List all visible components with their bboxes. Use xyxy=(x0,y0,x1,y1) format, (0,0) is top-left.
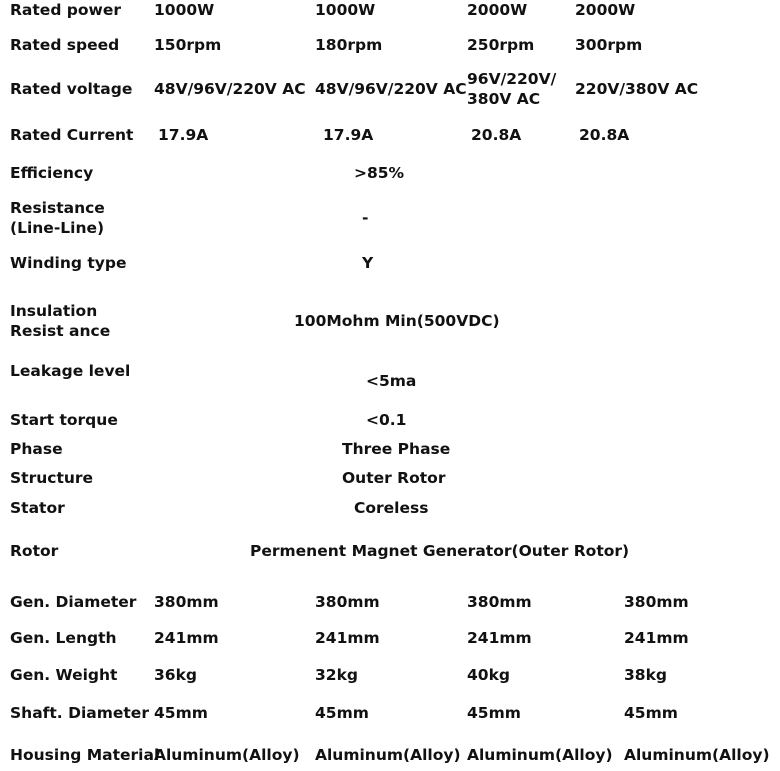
row-label: Housing Material xyxy=(10,746,160,764)
cell-model-2: 380mm xyxy=(315,593,380,611)
cell-model-3: 380mm xyxy=(467,593,532,611)
cell-model-3: 20.8A xyxy=(471,126,522,144)
cell-value: Three Phase xyxy=(342,440,451,458)
cell-value: - xyxy=(362,209,369,227)
cell-model-1: 36kg xyxy=(154,666,197,684)
cell-model-3: 2000W xyxy=(467,1,528,19)
cell-value: >85% xyxy=(354,164,405,182)
cell-model-4: 38kg xyxy=(624,666,667,684)
cell-model-4: 220V/380V AC xyxy=(575,80,699,98)
cell-value: <5ma xyxy=(366,372,417,390)
cell-value: Coreless xyxy=(354,499,429,517)
row-label: Rated power xyxy=(10,1,122,19)
cell-model-3: 96V/220V/ 380V AC xyxy=(467,70,557,108)
cell-model-3: 250rpm xyxy=(467,36,535,54)
row-label: Efficiency xyxy=(10,164,94,182)
cell-model-3: 241mm xyxy=(467,629,532,647)
cell-model-3: 40kg xyxy=(467,666,510,684)
cell-value: Outer Rotor xyxy=(342,469,446,487)
row-label: Stator xyxy=(10,499,65,517)
row-label: Resistance (Line-Line) xyxy=(10,199,105,237)
cell-model-2: 32kg xyxy=(315,666,358,684)
cell-model-2: 180rpm xyxy=(315,36,383,54)
cell-model-1: 380mm xyxy=(154,593,219,611)
cell-model-2: 17.9A xyxy=(323,126,374,144)
row-label: Rated voltage xyxy=(10,80,133,98)
row-label: Rated Current xyxy=(10,126,134,144)
row-label: Insulation Resist ance xyxy=(10,302,111,340)
row-label: Rated speed xyxy=(10,36,120,54)
cell-value: Y xyxy=(362,254,374,272)
cell-model-1: 45mm xyxy=(154,704,208,722)
cell-value: 100Mohm Min(500VDC) xyxy=(294,312,500,330)
row-label: Gen. Length xyxy=(10,629,117,647)
cell-model-1: 17.9A xyxy=(158,126,209,144)
cell-model-1: 241mm xyxy=(154,629,219,647)
cell-model-4: 2000W xyxy=(575,1,636,19)
row-label: Gen. Diameter xyxy=(10,593,137,611)
cell-model-2: 1000W xyxy=(315,1,376,19)
cell-value: Permenent Magnet Generator(Outer Rotor) xyxy=(250,542,630,560)
cell-value: <0.1 xyxy=(366,411,407,429)
row-label: Start torque xyxy=(10,411,118,429)
cell-model-2: 45mm xyxy=(315,704,369,722)
cell-model-4: Aluminum(Alloy) xyxy=(624,746,770,764)
cell-model-1: Aluminum(Alloy) xyxy=(154,746,300,764)
row-label: Winding type xyxy=(10,254,127,272)
cell-model-1: 1000W xyxy=(154,1,215,19)
cell-model-1: 48V/96V/220V AC xyxy=(154,80,306,98)
cell-model-2: Aluminum(Alloy) xyxy=(315,746,461,764)
cell-model-4: 300rpm xyxy=(575,36,643,54)
cell-model-1: 150rpm xyxy=(154,36,222,54)
cell-model-2: 48V/96V/220V AC xyxy=(315,80,467,98)
cell-model-3: Aluminum(Alloy) xyxy=(467,746,613,764)
cell-model-4: 20.8A xyxy=(579,126,630,144)
cell-model-2: 241mm xyxy=(315,629,380,647)
cell-model-3: 45mm xyxy=(467,704,521,722)
cell-model-4: 45mm xyxy=(624,704,678,722)
row-label: Phase xyxy=(10,440,63,458)
cell-model-4: 241mm xyxy=(624,629,689,647)
row-label: Gen. Weight xyxy=(10,666,118,684)
row-label: Shaft. Diameter xyxy=(10,704,149,722)
cell-model-4: 380mm xyxy=(624,593,689,611)
row-label: Rotor xyxy=(10,542,59,560)
row-label: Leakage level xyxy=(10,362,131,380)
row-label: Structure xyxy=(10,469,94,487)
